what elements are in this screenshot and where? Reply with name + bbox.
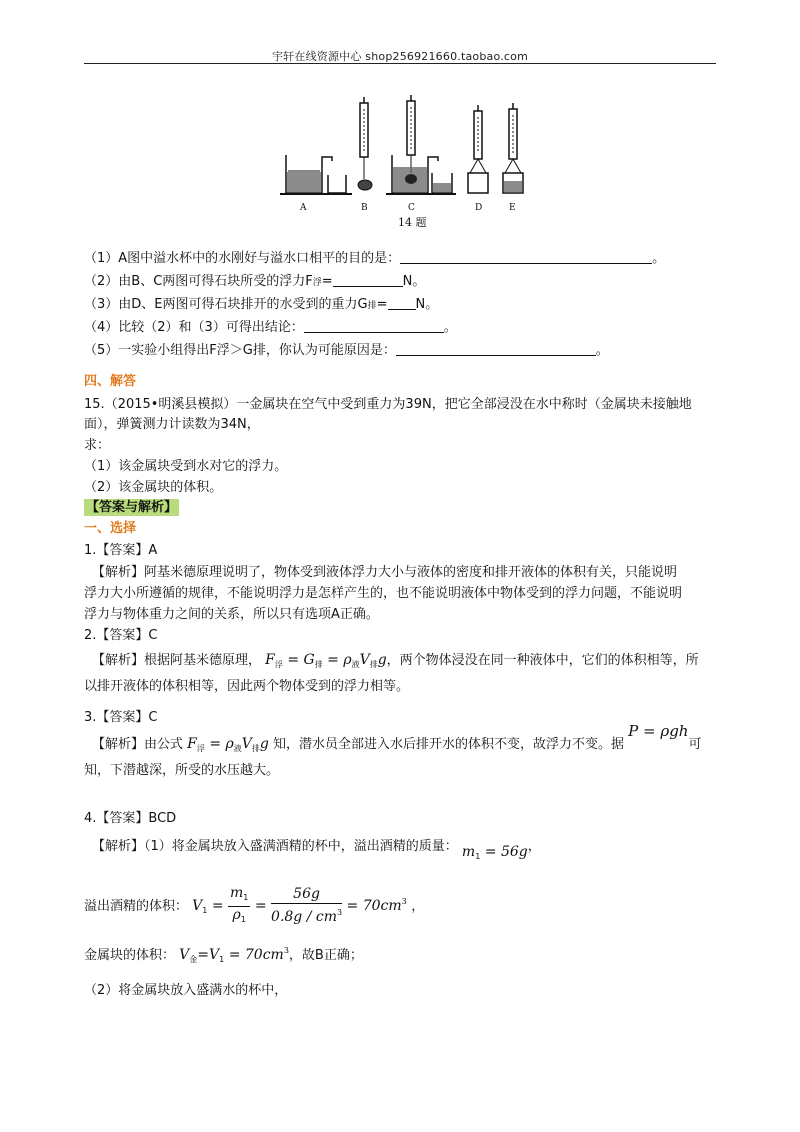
- q15-ask: 求：: [84, 438, 111, 453]
- formula-pressure: P = ρgh: [628, 722, 689, 740]
- formula-v1: $V_1$ = $\frac{m_1}{\rho_1}$ = $\frac{56g}{0.8g / cm^3}$ = $70cm^3$: [192, 898, 411, 914]
- spring-scale-c: [407, 95, 415, 173]
- q15-line-2: 面），弹簧测力计读数为34N，: [84, 417, 260, 432]
- q14-item-1-text: （1）A图中溢水杯中的水刚好与溢水口相平的目的是：: [84, 251, 401, 266]
- fraction-56-over-08: $\frac{56g}{0.8g / cm^3}$: [271, 886, 343, 925]
- answer-4-l1-pre: 【解析】（1）将金属块放入盛满酒精的杯中，溢出酒精的质量：: [92, 839, 458, 854]
- answer-4-l3-post: ，故B正确；: [288, 948, 363, 963]
- answer-blank-4[interactable]: [304, 320, 444, 333]
- answers-banner-text: 【答案与解析】: [86, 500, 178, 515]
- q14-item-2-end: N。: [402, 274, 426, 289]
- answer-3-mid: 知，潜水员全部进入水后排开水的体积不变，故浮力不变。据: [272, 737, 624, 752]
- figure-label-b: B: [361, 203, 368, 213]
- figure-label-e: E: [509, 203, 516, 213]
- answer-1-line-2: 浮力大小所遵循的规律，不能说明浮力是怎样产生的，也不能说明液体中物体受到的浮力问题，不能说明: [84, 586, 683, 601]
- figure-label-c: C: [408, 203, 415, 213]
- q14-item-2-text: （2）由B、C两图可得石块所受的浮力F: [84, 274, 313, 289]
- figure-caption: 14 题: [398, 216, 427, 229]
- answer-2-post: ，两个物体浸没在同一种液体中，它们的体积相等，所: [386, 653, 699, 668]
- formula-archimedes: $F_浮 = G_排 = \rho_液V_排g$: [265, 652, 387, 669]
- answer-3-line-1: [92, 722, 702, 757]
- answer-2-pre: 【解析】根据阿基米德原理，: [92, 653, 262, 668]
- answer-3-head: 3.【答案】C: [84, 710, 158, 725]
- spring-scale-e: [503, 103, 523, 193]
- figure-label-a: A: [300, 203, 307, 213]
- q14-item-5-text: （5）一实验小组得出F浮＞G排，你认为可能原因是：: [84, 343, 396, 358]
- experiment-figure: [280, 95, 530, 230]
- q14-item-3-text: （3）由D、E两图可得石块排开的水受到的重力G: [84, 297, 368, 312]
- answer-blank-1[interactable]: [400, 251, 652, 264]
- answer-1-line-3: 浮力与物体重力之间的关系，所以只有选项A正确。: [84, 607, 379, 622]
- q14-item-4-text: （4）比较（2）和（3）可得出结论：: [84, 320, 304, 335]
- small-cup-a: [328, 175, 346, 193]
- answer-1-line-1: 【解析】阿基米德原理说明了，物体受到液体浮力大小与液体的密度和排开液体的体积有关，只能说明: [92, 565, 678, 580]
- answer-1-head: 1.【答案】A: [84, 543, 158, 558]
- answer-blank-5[interactable]: [396, 343, 596, 356]
- q14-item-1-end: 。: [652, 251, 666, 266]
- figure-label-d: D: [475, 203, 483, 213]
- answer-4-line-2: [84, 882, 425, 925]
- q15-sub-2: （2）该金属块的体积。: [84, 480, 223, 495]
- water-a: [287, 172, 321, 192]
- page-header: 宇轩在线资源中心 shop256921660.taobao.com: [271, 50, 529, 63]
- q14-item-4: [84, 320, 457, 336]
- q14-item-5: [84, 343, 609, 359]
- q14-item-2: [84, 274, 425, 291]
- answer-4-head: 4.【答案】BCD: [84, 811, 177, 826]
- answer-2-head: 2.【答案】C: [84, 628, 158, 643]
- q14-item-2-eq: =: [321, 274, 333, 289]
- formula-buoyancy: $F_浮 = \rho_液V_排g$: [187, 736, 269, 753]
- answer-3-post: 可: [688, 737, 702, 752]
- answer-3-line-2: 知，下潜越深，所受的水压越大。: [84, 763, 280, 778]
- formula-v-metal: $V_金=V_1 = 70cm^3$: [179, 946, 289, 964]
- q14-item-3-sub: 排: [367, 301, 377, 311]
- answer-4-l1-post: ，: [527, 839, 541, 854]
- q14-item-5-end: 。: [595, 343, 609, 358]
- section-title-solve: 四、解答: [84, 374, 137, 389]
- answer-blank-3[interactable]: [388, 297, 416, 310]
- answer-4-line-1: [92, 838, 541, 859]
- q15-sub-1: （1）该金属块受到水对它的浮力。: [84, 459, 288, 474]
- fraction-m-over-rho: $\frac{m_1}{\rho_1}$: [230, 884, 249, 924]
- formula-m1: $m_1 = 56g$: [461, 844, 528, 861]
- answer-4-l2-post: ，: [411, 899, 425, 914]
- answer-2-line-2: 以排开液体的体积相等，因此两个物体受到的浮力相等。: [84, 679, 410, 694]
- spring-scale-d: [468, 105, 488, 193]
- header-divider: [84, 63, 716, 64]
- answer-4-line-4: （2）将金属块放入盛满水的杯中，: [84, 983, 288, 998]
- q14-item-1: [84, 251, 665, 267]
- answers-banner: [84, 500, 179, 516]
- spring-scale-b: [358, 97, 372, 190]
- answer-blank-2[interactable]: [333, 274, 403, 287]
- q14-item-3-eq: =: [376, 297, 388, 312]
- q14-item-3: [84, 297, 438, 314]
- q15-line-1: 15.（2015•明溪县模拟）一金属块在空气中受到重力为39N，把它全部浸没在水中称时（金属块未接触地: [84, 397, 692, 412]
- q14-item-4-end: 。: [443, 320, 457, 335]
- answer-4-l3-pre: 金属块的体积：: [84, 948, 176, 963]
- q14-item-2-sub: 浮: [312, 278, 322, 288]
- section-title-choice: 一、选择: [84, 521, 137, 536]
- answer-3-pre: 【解析】由公式: [92, 737, 184, 752]
- answer-4-l2-pre: 溢出酒精的体积：: [84, 899, 189, 914]
- q14-item-3-end: N。: [415, 297, 439, 312]
- answer-2-line-1: [92, 652, 699, 673]
- answer-4-line-3: [84, 943, 363, 968]
